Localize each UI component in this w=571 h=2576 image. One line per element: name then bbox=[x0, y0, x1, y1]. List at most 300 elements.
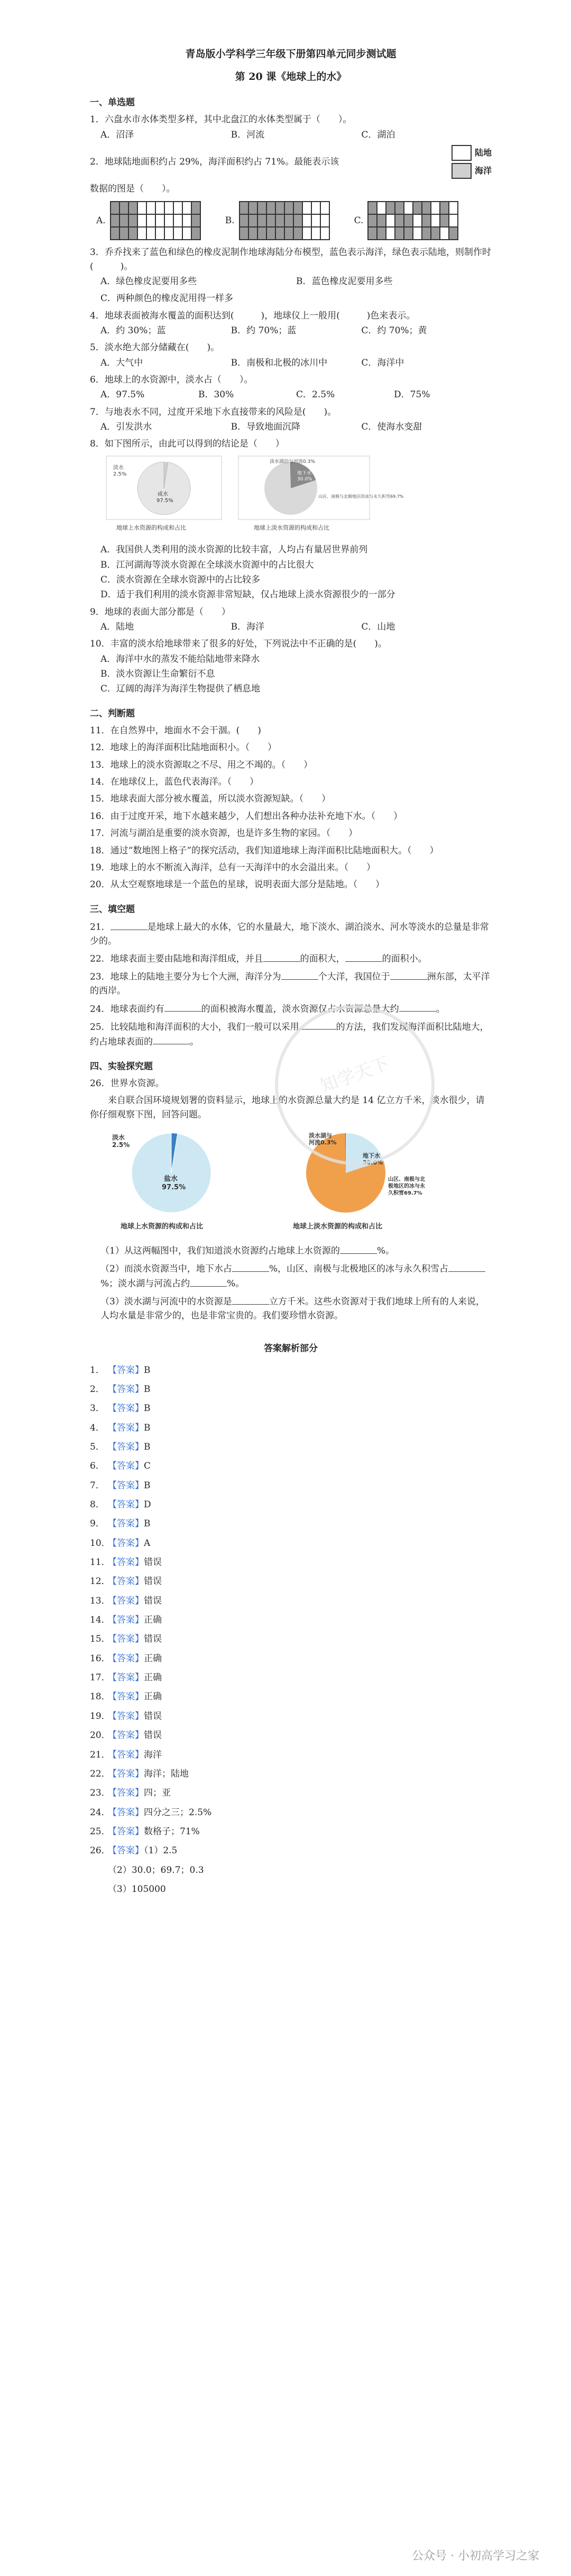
grid-cell bbox=[320, 227, 329, 240]
fill-text: （1）从这两幅图中，我们知道淡水资源约占地球上水资源的 bbox=[100, 1245, 340, 1257]
slice-label: 淡水 bbox=[112, 1134, 125, 1142]
answer-line: （2）30.0；69.7；0.3 bbox=[108, 1864, 204, 1876]
grid-cell bbox=[191, 214, 200, 227]
answer-tag: 【答案】 bbox=[108, 1383, 144, 1395]
answer-value: 错误 bbox=[144, 1634, 162, 1645]
answer-tag: 【答案】 bbox=[108, 1461, 144, 1472]
option: C．海洋中 bbox=[361, 357, 404, 368]
answer-list bbox=[90, 1363, 492, 1839]
fill-text: 的面积被海水覆盖，淡水资源仅占水资源总量大约 bbox=[201, 1004, 399, 1015]
answer-tag: 【答案】 bbox=[108, 1749, 144, 1760]
answer-heading: 答案解析部分 bbox=[264, 1343, 318, 1354]
option: A．海洋中水的蒸发不能给陆地带来降水 bbox=[100, 653, 260, 665]
section-heading: 一、单选题 bbox=[90, 97, 135, 108]
grid-cell bbox=[155, 214, 164, 227]
fill-text: 的面积小。 bbox=[382, 953, 427, 964]
fill-text: 是地球上最大的水体，它的水量最大，地下淡水、湖泊淡水、河水等淡水的总量是非常少的。 bbox=[90, 922, 489, 946]
option: B．淡水资源让生命繁衍不息 bbox=[100, 669, 215, 680]
answer-line: （3）105000 bbox=[108, 1883, 166, 1895]
pie-figure-freshwater bbox=[238, 456, 404, 538]
answer-value: B bbox=[144, 1480, 151, 1491]
grid-cell bbox=[191, 202, 200, 214]
answer-number: 5． bbox=[90, 1442, 105, 1452]
grid-cell bbox=[311, 227, 320, 240]
grid-cell bbox=[146, 202, 155, 214]
slice-label: 山区、南极与北 bbox=[388, 1177, 425, 1183]
grid-cell bbox=[275, 214, 284, 227]
grid-cell bbox=[404, 227, 413, 240]
answer-tag: 【答案】 bbox=[108, 1518, 144, 1530]
grid-cell bbox=[368, 214, 377, 227]
figure-caption: 地球上水资源的构成和占比 bbox=[116, 524, 186, 531]
answer-number: 1． bbox=[90, 1364, 105, 1376]
option: B．海洋 bbox=[231, 622, 265, 633]
grid-cell bbox=[395, 202, 404, 214]
answer-value: 正确 bbox=[144, 1691, 162, 1703]
grid-cell bbox=[386, 227, 395, 240]
answer-item bbox=[90, 1363, 492, 1377]
grid-cell bbox=[182, 214, 191, 227]
grid-cell bbox=[137, 202, 146, 214]
fill-text: 。 bbox=[190, 1036, 199, 1048]
grid-cell bbox=[440, 214, 449, 227]
judge-question: 13．地球上的淡水资源取之不尽、用之不竭的。（ ） bbox=[90, 759, 313, 770]
pie-slice-salt bbox=[137, 462, 190, 515]
sub-question bbox=[90, 1261, 492, 1291]
answer-blank bbox=[263, 951, 300, 962]
question-stem: 3．乔乔找来了蓝色和绿色的橡皮泥制作地球海陆分布模型，蓝色表示海洋，绿色表示陆地，则制作时( )。 bbox=[90, 247, 491, 272]
option: B．导致地面沉降 bbox=[231, 422, 301, 433]
answer-number: 8． bbox=[90, 1499, 105, 1510]
fill-text: 洲东部，太平洋的西岸。 bbox=[90, 971, 490, 997]
grid-cell bbox=[275, 202, 284, 214]
option: A．引发洪水 bbox=[100, 422, 152, 433]
judge-question: 19．地球上的水不断流入海洋，总有一天海洋中的水会溢出来。（ ） bbox=[90, 862, 376, 873]
answer-item bbox=[90, 1652, 492, 1665]
grid-cell bbox=[311, 214, 320, 227]
option: A．97.5% bbox=[100, 389, 145, 400]
grid-cell bbox=[377, 202, 386, 214]
grid-cell bbox=[119, 227, 128, 240]
grid-cell bbox=[395, 227, 404, 240]
option: A．陆地 bbox=[100, 622, 134, 633]
answer-tag: 【答案】 bbox=[108, 1615, 144, 1626]
section-heading: 三、填空题 bbox=[90, 904, 135, 915]
answer-number: 13． bbox=[90, 1595, 110, 1606]
grid-cell bbox=[257, 214, 266, 227]
grid-cell bbox=[449, 202, 458, 214]
grid-cell bbox=[155, 227, 164, 240]
pie-chart-freshwater bbox=[238, 456, 404, 535]
judge-question: 14．在地球仪上，蓝色代表海洋。（ ） bbox=[90, 777, 259, 788]
slice-label: 淡水湖泊与河流0.3% bbox=[270, 459, 315, 465]
option-label: C. bbox=[354, 215, 364, 226]
figure-caption: 地球上淡水资源的构成和占比 bbox=[254, 524, 329, 531]
fill-text: 23．地球上的陆地主要分为七个大洲，海洋分为 bbox=[90, 971, 281, 982]
grid-cell bbox=[146, 214, 155, 227]
grid-cell bbox=[240, 227, 248, 240]
answer-value: B bbox=[144, 1403, 151, 1414]
answer-item bbox=[90, 1574, 492, 1588]
answer-tag: 【答案】 bbox=[108, 1364, 144, 1376]
answer-value: 错误 bbox=[144, 1595, 162, 1606]
grid-cell bbox=[248, 202, 257, 214]
slice-label: 淡水湖与 bbox=[309, 1132, 332, 1140]
fill-text: （3）淡水湖与河流中的水资源是 bbox=[100, 1296, 232, 1307]
watermark-seal bbox=[275, 1005, 435, 1165]
answer-item bbox=[90, 1786, 492, 1800]
answer-item bbox=[90, 1748, 492, 1762]
section-heading: 二、判断题 bbox=[90, 708, 135, 719]
answer-item bbox=[90, 1421, 492, 1435]
question-stem: 26．世界水资源。 bbox=[90, 1078, 164, 1089]
answer-value: B bbox=[144, 1383, 151, 1395]
pie-figure-water-big bbox=[103, 1128, 240, 1238]
option: B．江河湖海等淡水资源在全球淡水资源中的占比很大 bbox=[100, 559, 314, 570]
answer-number: 14． bbox=[90, 1615, 110, 1626]
answer-blank bbox=[110, 920, 148, 930]
slice-label: 30.0% bbox=[363, 1159, 383, 1167]
figure-caption: 地球上水资源的构成和占比 bbox=[121, 1223, 204, 1231]
sub-question bbox=[90, 1243, 492, 1258]
fill-question bbox=[90, 969, 492, 998]
grid-cell bbox=[293, 202, 302, 214]
answer-value: B bbox=[144, 1442, 151, 1452]
judge-question: 16．由于过度开采，地下水越来越少，人们想出各种办法补充地下水。（ ） bbox=[90, 811, 403, 822]
legend-label: 海洋 bbox=[474, 165, 492, 176]
answer-tag: 【答案】 bbox=[108, 1710, 144, 1722]
answer-number: 10． bbox=[90, 1537, 110, 1549]
answer-value: 错误 bbox=[144, 1576, 162, 1587]
answer-item bbox=[90, 1536, 492, 1550]
grid-figure bbox=[239, 201, 330, 240]
option: C．湖泊 bbox=[361, 129, 395, 140]
grid-cell bbox=[248, 214, 257, 227]
slice-label: 山区、南极与北极地区的冰与永久积雪69.7% bbox=[318, 494, 404, 499]
question-stem: 1．六盘水市水体类型多样，其中北盘江的水体类型属于（ ）。 bbox=[90, 114, 352, 125]
option: C．约 70%；黄 bbox=[361, 325, 427, 336]
q8-figures bbox=[106, 456, 492, 538]
fill-text: 立方千米。这些水资源对于我们地球上所有的人来说，人均水量是非常少的，也是非常宝贵的。我们要珍惜水资源。 bbox=[100, 1296, 485, 1321]
answer-value: D bbox=[144, 1499, 151, 1510]
answer-tag: 【答案】 bbox=[108, 1730, 144, 1741]
slice-label: 97.5% bbox=[162, 1184, 186, 1192]
answer-number: 19． bbox=[90, 1710, 110, 1722]
answer-item bbox=[90, 1517, 492, 1531]
slice-label: 盐水 bbox=[164, 1175, 178, 1184]
question-options bbox=[90, 324, 492, 338]
grid-cell bbox=[422, 227, 431, 240]
grid-cell bbox=[368, 202, 377, 214]
answer-item bbox=[90, 1671, 492, 1685]
grid-cell bbox=[191, 227, 200, 240]
answer-tag: 【答案】 bbox=[108, 1691, 144, 1703]
answer-number: 18． bbox=[90, 1691, 110, 1703]
question-options bbox=[90, 420, 492, 434]
grid-cell bbox=[110, 214, 119, 227]
answer-blank bbox=[190, 1276, 227, 1287]
answer-item bbox=[90, 1690, 492, 1704]
option: B．30% bbox=[198, 389, 234, 400]
answer-value: 正确 bbox=[144, 1653, 162, 1664]
answer-value: 海洋；陆地 bbox=[144, 1768, 189, 1779]
option: A．约 30%；蓝 bbox=[100, 325, 166, 336]
grid-cell bbox=[440, 227, 449, 240]
fill-text: （2）而淡水资源当中，地下水占 bbox=[100, 1263, 232, 1275]
answer-value: 错误 bbox=[144, 1730, 162, 1741]
grid-cell bbox=[368, 227, 377, 240]
question-stem: 4．地球表面被海水覆盖的面积达到( )，地球仪上一般用( )色来表示。 bbox=[90, 310, 416, 321]
answer-item bbox=[90, 1767, 492, 1781]
slice-label: 2.5% bbox=[112, 1141, 130, 1149]
question-text: 数据的图是（ ）。 bbox=[90, 183, 176, 194]
option: C．辽阔的海洋为海洋生物提供了栖息地 bbox=[100, 684, 261, 695]
answer-number: 23． bbox=[90, 1788, 110, 1799]
question-stem: 6．地球上的水资源中，淡水占（ ）。 bbox=[90, 375, 253, 385]
grid-cell bbox=[164, 202, 173, 214]
judge-question: 15．地球表面大部分被水覆盖，所以淡水资源短缺。（ ） bbox=[90, 794, 331, 805]
answer-value: B bbox=[144, 1422, 151, 1433]
exam-page bbox=[90, 47, 492, 1901]
answer-number: 9． bbox=[90, 1518, 105, 1530]
option: B．约 70%；蓝 bbox=[231, 325, 297, 336]
answer-tag: 【答案】 bbox=[108, 1557, 144, 1568]
slice-label: 久积雪69.7% bbox=[388, 1190, 422, 1197]
grid-cell bbox=[293, 227, 302, 240]
slice-label: 地下水 bbox=[297, 470, 312, 476]
grid-cell bbox=[164, 227, 173, 240]
question-stem: 9．地球的表面大部分都是（ ） bbox=[90, 606, 231, 617]
answer-item bbox=[90, 1632, 492, 1646]
answer-tag: 【答案】 bbox=[108, 1595, 144, 1606]
fill-text: 22．地球表面主要由陆地和海洋组成，并且 bbox=[90, 953, 263, 964]
answer-item bbox=[90, 1806, 492, 1819]
grid-cell bbox=[404, 202, 413, 214]
grid-cell bbox=[119, 202, 128, 214]
grid-cell bbox=[240, 202, 248, 214]
answer-number: 22． bbox=[90, 1768, 110, 1779]
grid-cell bbox=[110, 227, 119, 240]
land-swatch bbox=[452, 145, 472, 161]
grid-cell bbox=[284, 202, 293, 214]
slice-label: 河流0.3% bbox=[309, 1139, 337, 1146]
answer-number: 21． bbox=[90, 1749, 110, 1760]
judge-question: 18．通过“数地图上格子”的探究活动，我们知道地球上海洋面积比陆地面积大。（ ） bbox=[90, 845, 439, 856]
question-options bbox=[90, 356, 492, 370]
option: A．沼泽 bbox=[100, 129, 134, 140]
fill-text: 。 bbox=[436, 1004, 445, 1015]
answer-number: 17． bbox=[90, 1672, 110, 1683]
answer-value: C bbox=[144, 1461, 151, 1472]
answer-item bbox=[90, 1844, 492, 1858]
option-label: B. bbox=[225, 215, 235, 226]
pie-chart-water bbox=[106, 456, 222, 535]
answer-blank bbox=[345, 951, 382, 962]
option: B．蓝色橡皮泥要用多些 bbox=[296, 276, 393, 287]
grid-cell bbox=[395, 214, 404, 227]
grid-figure bbox=[110, 201, 201, 240]
grid-cell bbox=[182, 227, 191, 240]
answer-tag: 【答案】 bbox=[108, 1807, 144, 1818]
grid-cell bbox=[413, 227, 422, 240]
option: C．淡水资源在全球水资源中的占比较多 bbox=[100, 575, 261, 585]
grid-cell bbox=[284, 227, 293, 240]
answer-value: 错误 bbox=[144, 1557, 162, 1568]
figure-caption: 地球上淡水资源的构成和占比 bbox=[293, 1223, 383, 1231]
grid-cell bbox=[128, 227, 137, 240]
grid-option-a bbox=[96, 201, 201, 240]
answer-blank bbox=[390, 969, 427, 980]
grid-cell bbox=[302, 227, 311, 240]
option: B．河流 bbox=[231, 129, 265, 140]
answer-tag: 【答案】 bbox=[108, 1634, 144, 1645]
answer-tag: 【答案】 bbox=[108, 1499, 144, 1510]
judge-question: 17．河流与湖泊是重要的淡水资源，也是许多生物的家园。（ ） bbox=[90, 828, 358, 839]
grid-option-b bbox=[225, 201, 330, 240]
answer-item bbox=[90, 1459, 492, 1473]
judge-question: 11．在自然界中，地面水不会干涸。( ) bbox=[90, 725, 261, 736]
slice-label: 30.0% bbox=[297, 476, 312, 482]
answer-item bbox=[90, 1613, 492, 1627]
fill-text: 的面积大， bbox=[300, 953, 345, 964]
grid-cell bbox=[173, 202, 182, 214]
answer-value: B bbox=[144, 1364, 151, 1376]
sub-question bbox=[90, 1294, 492, 1323]
grid-cell bbox=[431, 214, 440, 227]
answer-value: 海洋 bbox=[144, 1749, 162, 1760]
grid-cell bbox=[404, 214, 413, 227]
answer-number: 7． bbox=[90, 1480, 105, 1491]
answer-number: 6． bbox=[90, 1461, 105, 1472]
map-legend bbox=[452, 145, 492, 179]
grid-cell bbox=[311, 202, 320, 214]
grid-cell bbox=[449, 214, 458, 227]
answer-tag: 【答案】 bbox=[108, 1480, 144, 1491]
grid-cell bbox=[302, 202, 311, 214]
option: C．使海水变甜 bbox=[361, 422, 422, 433]
answer-tag: 【答案】 bbox=[108, 1788, 144, 1799]
answer-item bbox=[90, 1401, 492, 1415]
answer-value: 正确 bbox=[144, 1672, 162, 1683]
answer-blank bbox=[448, 1261, 485, 1272]
grid-cell bbox=[240, 214, 248, 227]
option: A．绿色橡皮泥要用多些 bbox=[100, 276, 197, 287]
grid-cell bbox=[293, 214, 302, 227]
option: C．两种颜色的橡皮泥用得一样多 bbox=[100, 293, 234, 304]
fill-text: 25．比较陆地和海洋面积的大小，我们一般可以采用 bbox=[90, 1022, 299, 1033]
option: A．大气中 bbox=[100, 357, 143, 368]
grid-cell bbox=[257, 227, 266, 240]
answer-value: B bbox=[144, 1518, 151, 1530]
grid-cell bbox=[422, 214, 431, 227]
answer-number: 25． bbox=[90, 1826, 110, 1837]
footer-watermark: 公众号 · 小初高学习之家 bbox=[412, 2550, 539, 2563]
question-stem: 7．与地表水不同，过度开采地下水直接带来的风险是( )。 bbox=[90, 406, 337, 417]
question-stem: 8．如下图所示，由此可以得到的结论是（ ） bbox=[90, 439, 284, 450]
fill-text: 21． bbox=[90, 922, 110, 933]
grid-cell bbox=[320, 214, 329, 227]
answer-item bbox=[90, 1382, 492, 1396]
grid-cell bbox=[257, 202, 266, 214]
answer-value: （1）2.5 bbox=[144, 1845, 178, 1856]
pie-slice-salt bbox=[132, 1133, 211, 1213]
answer-value: 数格子；71% bbox=[144, 1826, 200, 1837]
grid-cell bbox=[449, 227, 458, 240]
answer-number: 26． bbox=[90, 1845, 110, 1856]
grid-cell bbox=[266, 227, 275, 240]
answer-item bbox=[90, 1440, 492, 1454]
answer-tag: 【答案】 bbox=[108, 1653, 144, 1664]
answer-item bbox=[90, 1498, 492, 1512]
judge-question: 12．地球上的海洋面积比陆地面积小。（ ） bbox=[90, 742, 277, 753]
grid-cell bbox=[386, 214, 395, 227]
legend-sea bbox=[452, 163, 492, 179]
pie-figure-water bbox=[106, 456, 222, 538]
grid-cell bbox=[155, 202, 164, 214]
grid-cell bbox=[146, 227, 155, 240]
answer-item bbox=[90, 1728, 492, 1742]
fill-text: 个大洋，我国位于 bbox=[318, 971, 390, 982]
answer-blank bbox=[164, 1002, 201, 1012]
grid-option-c bbox=[354, 201, 459, 240]
option: D．75% bbox=[394, 389, 430, 400]
answer-number: 20． bbox=[90, 1730, 110, 1741]
answer-number: 24． bbox=[90, 1807, 110, 1818]
answer-blank bbox=[340, 1243, 377, 1254]
answer-value: 错误 bbox=[144, 1710, 162, 1722]
answer-item bbox=[90, 1709, 492, 1723]
slice-label: 咸水 bbox=[158, 491, 168, 497]
answer-tag: 【答案】 bbox=[108, 1576, 144, 1587]
grid-cell bbox=[377, 227, 386, 240]
grid-cell bbox=[386, 202, 395, 214]
answer-item bbox=[90, 1594, 492, 1608]
answer-value: 四；亚 bbox=[144, 1788, 171, 1799]
grid-cell bbox=[173, 214, 182, 227]
fill-question bbox=[90, 951, 492, 966]
answer-tag: 【答案】 bbox=[108, 1422, 144, 1433]
answer-blank bbox=[281, 969, 318, 980]
answer-number: 16． bbox=[90, 1653, 110, 1664]
grid-cell bbox=[422, 202, 431, 214]
fill-question bbox=[90, 920, 492, 948]
question-stem bbox=[90, 145, 492, 179]
answer-tag: 【答案】 bbox=[108, 1672, 144, 1683]
question-stem: 10．丰富的淡水给地球带来了很多的好处，下列说法中不正确的是( )。 bbox=[90, 639, 387, 650]
grid-cell bbox=[248, 227, 257, 240]
question-text: 2．地球陆地面积约占 29%，海洋面积约占 71%。最能表示该 bbox=[90, 156, 339, 167]
answer-value: 四分之三；2.5% bbox=[144, 1807, 212, 1818]
grid-cell bbox=[110, 202, 119, 214]
answer-value: A bbox=[144, 1537, 151, 1549]
grid-cell bbox=[173, 227, 182, 240]
grid-cell bbox=[119, 214, 128, 227]
grid-cell bbox=[128, 214, 137, 227]
answer-blank bbox=[153, 1034, 190, 1045]
grid-cell bbox=[182, 202, 191, 214]
answer-item bbox=[90, 1555, 492, 1569]
grid-cell bbox=[413, 202, 422, 214]
section-heading: 四、实验探究题 bbox=[90, 1061, 153, 1072]
fill-text: 的方法，我们发现海洋面积比陆地大，约占地球表面的 bbox=[90, 1022, 489, 1048]
fill-text: %；淡水湖与河流占约 bbox=[100, 1278, 190, 1289]
grid-cell bbox=[266, 214, 275, 227]
fill-question bbox=[90, 1002, 492, 1016]
answer-number: 3． bbox=[90, 1403, 105, 1414]
sea-swatch bbox=[452, 163, 472, 179]
grid-cell bbox=[440, 202, 449, 214]
option: C．山地 bbox=[361, 622, 395, 633]
